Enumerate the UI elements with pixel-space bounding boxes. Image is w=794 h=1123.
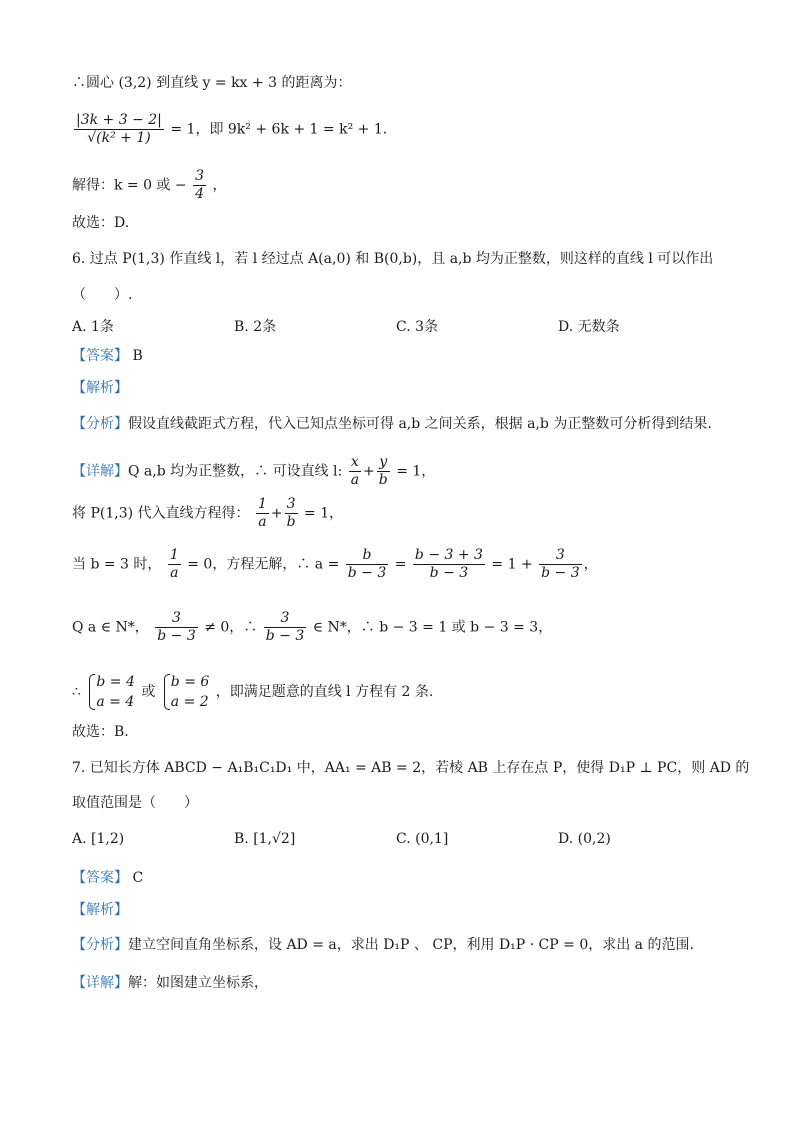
q7-stem-line2: 取值范围是（ ） (72, 795, 198, 811)
q6-option-a: A. 1条 (72, 319, 114, 335)
solve-line: 解得：k = 0 或 − $\frac{3}{4}$ ， (72, 168, 227, 202)
q6-stem-line2: （ ）. (72, 287, 133, 303)
answer-tag: 【答案】 (72, 348, 128, 364)
q6-option-c: C. 3条 (396, 319, 439, 335)
distance-line: ∴圆心 (3,2) 到直线 y = kx + 3 的距离为： (72, 75, 352, 91)
q7-option-b: B. [1,√2] (234, 831, 296, 847)
q6-detail-line1: 【详解】Q a,b 均为正整数，∴ 可设直线 l: $\frac{x}{a}$ + $\frac{y}{b}$ = 1， (72, 454, 436, 488)
q6-option-d: D. 无数条 (558, 319, 620, 335)
q7-answer: 【答案】 C (72, 870, 144, 886)
distance-equation: $\frac{|3k + 3 - 2|}{\text{√(k² + 1)}}$ = 1，即 9k² + 6k + 1 = k² + 1. (76, 112, 388, 146)
system-brace-2: b = 6 a = 2 (162, 672, 210, 712)
choice-line: 故选：D. (72, 215, 130, 231)
q7-option-d: D. (0,2) (558, 831, 611, 847)
q7-option-c: C. (0,1] (396, 831, 449, 847)
q6-detail-line3: 当 b = 3 时， $\frac{1}{a}$ = 0，方程无解，∴ a = $\frac{b}{b - 3}$ = $\frac{b - 3 + 3}{b - 3}$ = 1 + $\frac{3}{b - 3}$ ， (72, 547, 598, 581)
q6-option-b: B. 2条 (234, 319, 277, 335)
q7-xiangjie: 【详解】解：如图建立坐标系， (72, 975, 268, 991)
q6-analysis-heading: 【解析】 (72, 380, 128, 396)
q6-fenxi: 【分析】假设直线截距式方程，代入已知点坐标可得 a,b 之间关系，根据 a,b 为正整数可分析得到结果. (72, 416, 712, 432)
q7-stem-line1: 7. 已知长方体 ABCD − A₁B₁C₁D₁ 中，AA₁ = AB = 2，若棱 AB 上存在点 P，使得 D₁P ⊥ PC，则 AD 的 (72, 760, 750, 776)
q6-options (72, 316, 732, 338)
k-fraction: $\frac{3}{4}$ (195, 168, 205, 202)
q6-stem-line1: 6. 过点 P(1,3) 作直线 l，若 l 经过点 A(a,0) 和 B(0,b)，且 a,b 均为正整数，则这样的直线 l 可以作出 (72, 251, 714, 267)
q6-detail-line4: Q a ∈ N*， $\frac{3}{b - 3}$ ≠ 0，∴ $\frac{3}{b - 3}$ ∈ N*，∴ b − 3 = 1 或 b − 3 = 3， (72, 610, 553, 644)
distance-fraction: $\frac{|3k + 3 - 2|}{\text{√(k² + 1)}}$ (76, 112, 162, 146)
q6-detail-line5: ∴ b = 4 a = 4 或 b = 6 a = 2 ，即满足题意的直线 l 方程有 2 条. (72, 674, 434, 710)
q6-detail-line2: 将 P(1,3) 代入直线方程得： $\frac{1}{a}$ + $\frac{3}{b}$ = 1， (72, 496, 344, 530)
q7-option-a: A. [1,2) (72, 831, 125, 847)
q7-analysis-heading: 【解析】 (72, 902, 128, 918)
q6-final: 故选：B. (72, 724, 129, 740)
q7-options (72, 831, 732, 853)
q6-answer: 【答案】 B (72, 348, 143, 364)
q7-fenxi: 【分析】建立空间直角坐标系，设 AD = a，求出 D₁P 、 CP，利用 D₁P · CP = 0，求出 a 的范围. (72, 937, 694, 953)
system-brace-1: b = 4 a = 4 (87, 672, 135, 712)
